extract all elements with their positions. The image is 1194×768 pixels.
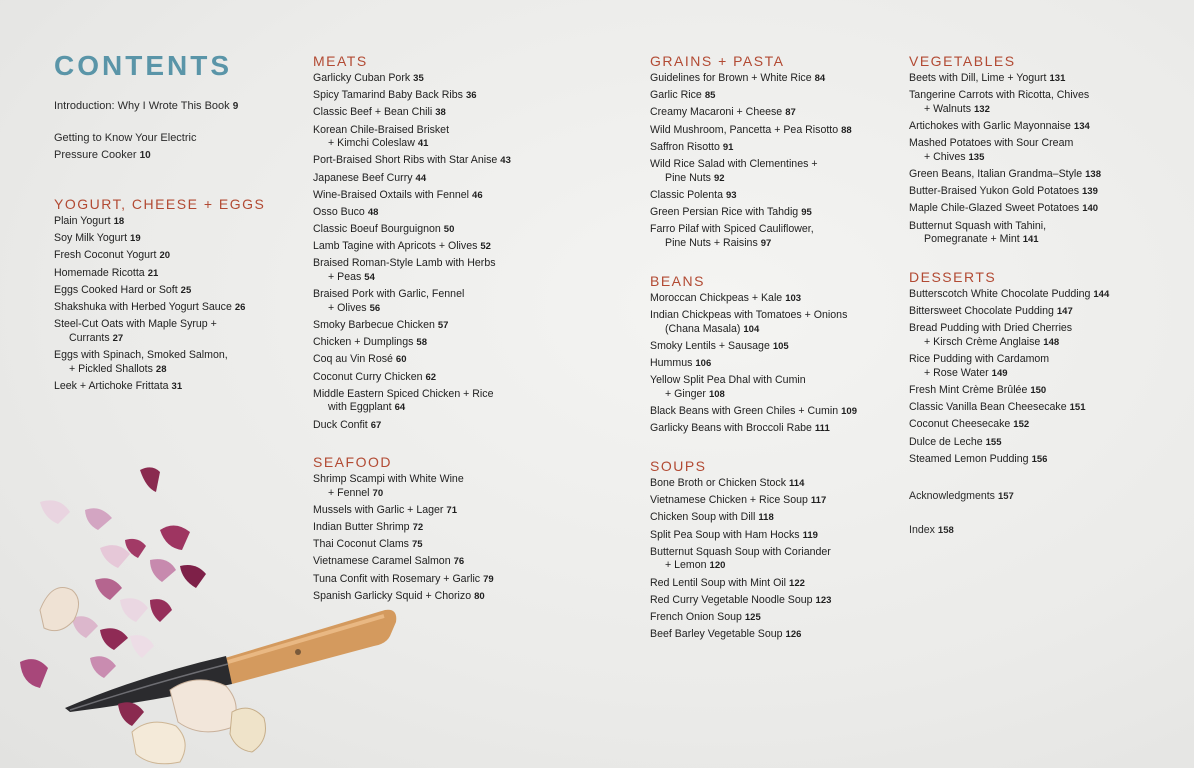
page-number: 80: [474, 590, 485, 602]
page-number: 84: [814, 73, 826, 84]
toc-entry[interactable]: [54, 380, 245, 394]
page-number: 111: [814, 423, 830, 435]
entry-title: Middle Eastern Spiced Chicken + Rice: [313, 387, 494, 400]
knife-onion-garlic-photo: [0, 440, 420, 768]
toc-entry[interactable]: [650, 374, 857, 401]
page-number: 92: [713, 172, 725, 184]
page-number: 18: [113, 216, 125, 227]
page-number: 9: [232, 101, 239, 112]
entry-title: Beef Barley Vegetable Soup 126: [650, 628, 802, 641]
entry-title: + Pickled Shallots 28: [69, 362, 167, 375]
page-number: 26: [234, 301, 246, 313]
entry-title: Chicken Soup with Dill 118: [650, 511, 774, 524]
entry-title: Green Beans, Italian Grandma–Style 138: [909, 167, 1101, 180]
entry-title: Pressure Cooker: [54, 149, 137, 161]
toc-entry[interactable]: [909, 322, 1109, 349]
page-number: 109: [841, 406, 857, 418]
page-number: 139: [1082, 186, 1098, 198]
entry-title: Red Curry Vegetable Noodle Soup 123: [650, 593, 832, 606]
page-number: 105: [772, 340, 789, 352]
page-number: 21: [147, 267, 159, 279]
entry-title: Getting to Know Your Electric: [54, 132, 197, 144]
page-number: 106: [695, 358, 712, 370]
section-heading: YOGURT, CHEESE + EGGS: [54, 196, 266, 212]
page-number: 119: [802, 529, 818, 541]
entry-title: Mashed Potatoes with Sour Cream: [909, 137, 1074, 150]
entry-title: Red Lentil Soup with Mint Oil 122: [650, 576, 805, 589]
page-number: 85: [704, 90, 716, 102]
toc-backmatter-entry[interactable]: [909, 490, 1014, 502]
page-number: 138: [1085, 168, 1101, 180]
entry-title: Green Persian Rice with Tahdig 95: [650, 205, 812, 218]
entry-title: Smoky Barbecue Chicken 57: [313, 319, 449, 332]
toc-entry[interactable]: [650, 594, 831, 608]
page-number: 158: [937, 525, 954, 536]
entry-title: Wild Rice Salad with Clementines +: [650, 157, 818, 170]
page-number: 155: [985, 436, 1002, 448]
toc-entry[interactable]: [650, 357, 857, 371]
page-number: 10: [139, 150, 151, 161]
entry-title: Farro Pilaf with Spiced Cauliflower,: [650, 223, 814, 236]
entry-title: with Eggplant 64: [328, 401, 406, 414]
toc-entry[interactable]: [650, 106, 852, 120]
entry-title: (Chana Masala) 104: [665, 322, 760, 335]
page-number: 149: [991, 367, 1008, 379]
entry-title: Duck Confit 67: [313, 418, 382, 431]
toc-entry[interactable]: [313, 257, 511, 284]
entry-title: + Chives 135: [924, 150, 985, 163]
toc-entry[interactable]: [313, 223, 511, 237]
page-number: 36: [465, 90, 477, 102]
toc-entry[interactable]: [313, 154, 511, 168]
toc-entry[interactable]: [650, 494, 831, 508]
page-number: 56: [369, 302, 381, 314]
entry-title: Tuna Confit with Rosemary + Garlic 79: [313, 572, 494, 585]
section-heading: SEAFOOD: [313, 454, 392, 470]
entry-title: Indian Butter Shrimp 72: [313, 520, 424, 533]
toc-entry[interactable]: [909, 401, 1109, 415]
toc-entry[interactable]: [909, 384, 1109, 398]
toc-entry[interactable]: [313, 388, 511, 415]
entry-title: Soy Milk Yogurt 19: [54, 232, 141, 245]
toc-entry[interactable]: [313, 124, 511, 151]
toc-entry[interactable]: [909, 305, 1109, 319]
entry-title: Creamy Macaroni + Cheese 87: [650, 106, 796, 119]
entry-title: Butterscotch White Chocolate Pudding 144: [909, 288, 1110, 300]
entry-title: Thai Coconut Clams 75: [313, 538, 423, 551]
page-number: 19: [130, 233, 141, 245]
page-number: 50: [443, 224, 455, 236]
entry-title: Saffron Risotto 91: [650, 140, 734, 153]
toc-entry[interactable]: [650, 124, 852, 138]
page-number: 60: [395, 354, 407, 366]
page-number: 71: [446, 504, 457, 516]
toc-entry[interactable]: [313, 353, 511, 367]
entry-title: Classic Vanilla Bean Cheesecake 151: [909, 401, 1086, 414]
entry-title: Rice Pudding with Cardamom: [909, 353, 1050, 366]
entry-title: Classic Boeuf Bourguignon 50: [313, 223, 455, 236]
page-number: 157: [997, 491, 1014, 502]
section-heading: SOUPS: [650, 458, 707, 474]
toc-entry[interactable]: [650, 529, 831, 543]
page-number: 122: [789, 577, 805, 589]
entry-title: Garlicky Cuban Pork 35: [313, 72, 424, 84]
toc-entry[interactable]: [313, 106, 511, 120]
page-number: 38: [435, 107, 446, 119]
toc-entry[interactable]: [313, 89, 511, 103]
toc-entry[interactable]: [909, 72, 1101, 86]
entry-title: Shakshuka with Herbed Yogurt Sauce 26: [54, 300, 246, 313]
page-title: CONTENTS: [54, 50, 232, 81]
toc-entry[interactable]: [313, 288, 511, 315]
page-number: 58: [416, 337, 427, 349]
toc-entry[interactable]: [313, 419, 511, 433]
entry-title: Bittersweet Chocolate Pudding 147: [909, 305, 1073, 318]
entry-title: Eggs Cooked Hard or Soft 25: [54, 283, 192, 296]
toc-entry[interactable]: [650, 89, 852, 103]
entry-title: Mussels with Garlic + Lager 71: [313, 503, 457, 516]
toc-entry[interactable]: [650, 158, 852, 185]
toc-entry[interactable]: [54, 301, 245, 315]
page-number: 140: [1082, 203, 1099, 215]
page-number: 54: [364, 272, 375, 284]
toc-entry[interactable]: [650, 141, 852, 155]
entry-title: Wine-Braised Oxtails with Fennel 46: [313, 188, 483, 201]
toc-entry[interactable]: [54, 232, 245, 246]
toc-entry[interactable]: [909, 436, 1109, 450]
page-number: 52: [480, 241, 491, 253]
toc-backmatter-entry[interactable]: [909, 524, 954, 536]
page-number: 144: [1093, 289, 1110, 300]
page-number: 20: [159, 250, 171, 262]
entry-title: Coconut Cheesecake 152: [909, 418, 1030, 431]
page-number: 95: [801, 206, 812, 218]
toc-entry[interactable]: [909, 453, 1109, 467]
entry-title: Garlicky Beans with Broccoli Rabe 111: [650, 422, 830, 435]
toc-entry[interactable]: [909, 220, 1101, 247]
page-number: 93: [726, 189, 737, 201]
toc-entry[interactable]: [650, 577, 831, 591]
entry-title: Homemade Ricotta 21: [54, 266, 159, 279]
toc-entry[interactable]: [54, 284, 245, 298]
page-number: 150: [1030, 384, 1047, 396]
toc-entry[interactable]: [650, 206, 852, 220]
entry-title: Wild Mushroom, Pancetta + Pea Risotto 88: [650, 123, 852, 136]
entry-title: Yellow Split Pea Dhal with Cumin: [650, 374, 806, 387]
entry-title: Currants 27: [69, 331, 124, 344]
page-number: 131: [1049, 73, 1066, 84]
entry-title: Braised Roman-Style Lamb with Herbs: [313, 257, 496, 270]
page-number: 152: [1013, 419, 1030, 431]
page-number: 48: [367, 206, 379, 218]
entry-title: Pomegranate + Mint 141: [924, 233, 1039, 246]
toc-entry[interactable]: [313, 206, 511, 220]
entry-title: Spanish Garlicky Squid + Chorizo 80: [313, 589, 485, 602]
toc-entry[interactable]: [650, 477, 831, 491]
section-list: [313, 72, 511, 436]
entry-title: Osso Buco 48: [313, 205, 379, 218]
page-number: 28: [155, 363, 167, 375]
page-number: 151: [1069, 402, 1086, 414]
toc-entry[interactable]: [909, 120, 1101, 134]
page-number: 120: [709, 560, 726, 572]
entry-title: Butter-Braised Yukon Gold Potatoes 139: [909, 185, 1098, 198]
page-number: 41: [417, 138, 429, 150]
page-number: 134: [1073, 120, 1090, 132]
toc-entry[interactable]: [909, 288, 1109, 302]
page-number: 132: [974, 103, 990, 115]
entry-title: Smoky Lentils + Sausage 105: [650, 339, 789, 352]
entry-title: Index: [909, 524, 935, 536]
toc-entry[interactable]: [650, 422, 857, 436]
toc-entry[interactable]: [650, 292, 857, 306]
page-number: 31: [171, 380, 183, 392]
entry-title: Indian Chickpeas with Tomatoes + Onions: [650, 309, 848, 322]
page-number: 125: [744, 611, 761, 623]
toc-entry[interactable]: [650, 405, 857, 419]
page-number: 25: [180, 284, 192, 296]
page-number: 103: [785, 293, 802, 304]
entry-title: Spicy Tamarind Baby Back Ribs 36: [313, 89, 477, 102]
entry-title: + Olives 56: [328, 301, 381, 314]
toc-entry[interactable]: [313, 336, 511, 350]
entry-title: Bone Broth or Chicken Stock 114: [650, 477, 805, 489]
entry-title: Maple Chile-Glazed Sweet Potatoes 140: [909, 202, 1099, 215]
page-number: 64: [394, 402, 406, 414]
page-number: 135: [968, 151, 985, 163]
section-list: [909, 72, 1101, 250]
page-number: 141: [1022, 234, 1039, 246]
toc-entry[interactable]: [54, 215, 245, 229]
toc-entry[interactable]: [650, 511, 831, 525]
page-number: 108: [708, 388, 725, 400]
page-number: 62: [425, 371, 437, 383]
page-number: 97: [760, 237, 772, 249]
page-number: 27: [112, 332, 124, 344]
section-list: [650, 292, 857, 440]
toc-entry[interactable]: [650, 72, 852, 86]
toc-intro-entry[interactable]: [54, 98, 238, 115]
entry-title: Leek + Artichoke Frittata 31: [54, 379, 183, 392]
section-list: [650, 477, 831, 645]
section-heading: VEGETABLES: [909, 53, 1016, 69]
page-number: 118: [758, 512, 774, 524]
entry-title: Artichokes with Garlic Mayonnaise 134: [909, 119, 1090, 132]
section-heading: GRAINS + PASTA: [650, 53, 785, 69]
entry-title: + Ginger 108: [665, 387, 725, 400]
entry-title: Acknowledgments: [909, 490, 995, 502]
entry-title: Shrimp Scampi with White Wine: [313, 473, 464, 485]
entry-title: + Kimchi Coleslaw 41: [328, 137, 429, 150]
page-number: 67: [370, 419, 382, 431]
entry-title: Dulce de Leche 155: [909, 435, 1002, 448]
toc-entry[interactable]: [54, 267, 245, 281]
page-number: 44: [415, 172, 427, 184]
toc-entry[interactable]: [54, 249, 245, 263]
toc-entry[interactable]: [909, 418, 1109, 432]
toc-entry[interactable]: [650, 546, 831, 573]
toc-entry[interactable]: [650, 340, 857, 354]
entry-title: Steamed Lemon Pudding 156: [909, 452, 1048, 465]
entry-title: Garlic Rice 85: [650, 89, 716, 102]
entry-title: Moroccan Chickpeas + Kale 103: [650, 292, 802, 304]
page-number: 76: [453, 556, 465, 568]
page-number: 123: [815, 594, 832, 606]
toc-entry[interactable]: [909, 137, 1101, 164]
toc-entry[interactable]: [650, 223, 852, 250]
page-number: 72: [412, 521, 424, 533]
page-number: 114: [789, 478, 805, 489]
entry-title: Braised Pork with Garlic, Fennel: [313, 288, 465, 301]
section-list: [54, 215, 245, 397]
toc-entry[interactable]: [909, 353, 1109, 380]
page-number: 147: [1056, 306, 1073, 318]
toc-entry[interactable]: [313, 72, 511, 86]
entry-title: Black Beans with Green Chiles + Cumin 109: [650, 405, 857, 418]
page-number: 104: [743, 323, 760, 335]
section-heading: DESSERTS: [909, 269, 997, 285]
toc-entry[interactable]: [909, 185, 1101, 199]
entry-title: Fresh Mint Crème Brûlée 150: [909, 383, 1047, 396]
entry-title: Eggs with Spinach, Smoked Salmon,: [54, 348, 228, 361]
entry-title: Plain Yogurt 18: [54, 215, 125, 227]
entry-title: Pine Nuts + Raisins 97: [665, 236, 772, 249]
entry-title: + Kirsch Crème Anglaise 148: [924, 335, 1060, 348]
page-number: 79: [483, 573, 494, 585]
entry-title: French Onion Soup 125: [650, 610, 761, 623]
entry-title: + Fennel 70: [328, 486, 384, 499]
entry-title: Pine Nuts 92: [665, 171, 725, 184]
toc-entry[interactable]: [650, 611, 831, 625]
page-number: 75: [411, 539, 423, 551]
section-list: [909, 288, 1109, 470]
entry-title: Butternut Squash Soup with Coriander: [650, 545, 831, 558]
entry-title: Steel-Cut Oats with Maple Syrup +: [54, 318, 217, 331]
section-list: [650, 72, 852, 254]
entry-title: Split Pea Soup with Ham Hocks 119: [650, 528, 818, 541]
page-number: 117: [810, 495, 827, 507]
page-number: 43: [500, 155, 511, 167]
entry-title: + Peas 54: [328, 271, 375, 284]
entry-title: Beets with Dill, Lime + Yogurt 131: [909, 72, 1066, 84]
entry-title: Tangerine Carrots with Ricotta, Chives: [909, 89, 1090, 102]
toc-entry[interactable]: [313, 371, 511, 385]
entry-title: + Lemon 120: [665, 559, 726, 572]
page-number: 35: [413, 73, 424, 84]
toc-entry[interactable]: [313, 319, 511, 333]
entry-title: Bread Pudding with Dried Cherries: [909, 322, 1073, 335]
entry-title: Vietnamese Caramel Salmon 76: [313, 555, 465, 568]
entry-title: + Rose Water 149: [924, 366, 1008, 379]
page-number: 87: [785, 107, 796, 119]
entry-title: Butternut Squash with Tahini,: [909, 219, 1047, 232]
toc-entry[interactable]: [313, 172, 511, 186]
entry-title: Classic Beef + Bean Chili 38: [313, 106, 446, 119]
page-number: 148: [1043, 336, 1060, 348]
entry-title: Port-Braised Short Ribs with Star Anise 43: [313, 154, 511, 167]
entry-title: Lamb Tagine with Apricots + Olives 52: [313, 240, 491, 253]
entry-title: Coconut Curry Chicken 62: [313, 370, 437, 383]
entry-title: Vietnamese Chicken + Rice Soup 117: [650, 494, 827, 507]
toc-entry[interactable]: [650, 309, 857, 336]
entry-title: Fresh Coconut Yogurt 20: [54, 249, 171, 262]
toc-entry[interactable]: [909, 89, 1101, 116]
entry-title: Classic Polenta 93: [650, 188, 737, 201]
page-number: 70: [372, 487, 384, 499]
toc-entry[interactable]: [909, 202, 1101, 216]
toc-entry[interactable]: [313, 240, 511, 254]
toc-entry[interactable]: [650, 189, 852, 203]
entry-title: Hummus 106: [650, 357, 712, 370]
toc-intro-entry[interactable]: [54, 130, 196, 164]
entry-title: Guidelines for Brown + White Rice 84: [650, 72, 826, 84]
toc-entry[interactable]: [54, 349, 245, 376]
toc-entry[interactable]: [54, 318, 245, 345]
page-number: 57: [437, 320, 449, 332]
page-number: 126: [785, 629, 802, 641]
toc-entry[interactable]: [650, 628, 831, 642]
entry-title: Introduction: Why I Wrote This Book: [54, 100, 230, 112]
toc-entry[interactable]: [909, 168, 1101, 182]
page-number: 91: [722, 141, 734, 153]
section-heading: BEANS: [650, 273, 705, 289]
entry-title: + Walnuts 132: [924, 102, 990, 115]
entry-title: Coq au Vin Rosé 60: [313, 353, 407, 366]
page-number: 88: [841, 124, 852, 136]
section-heading: MEATS: [313, 53, 368, 69]
toc-entry[interactable]: [313, 189, 511, 203]
page-number: 46: [472, 189, 483, 201]
entry-title: Chicken + Dumplings 58: [313, 336, 427, 349]
entry-title: Japanese Beef Curry 44: [313, 171, 427, 184]
entry-title: Korean Chile-Braised Brisket: [313, 123, 450, 136]
page-number: 156: [1031, 453, 1048, 465]
